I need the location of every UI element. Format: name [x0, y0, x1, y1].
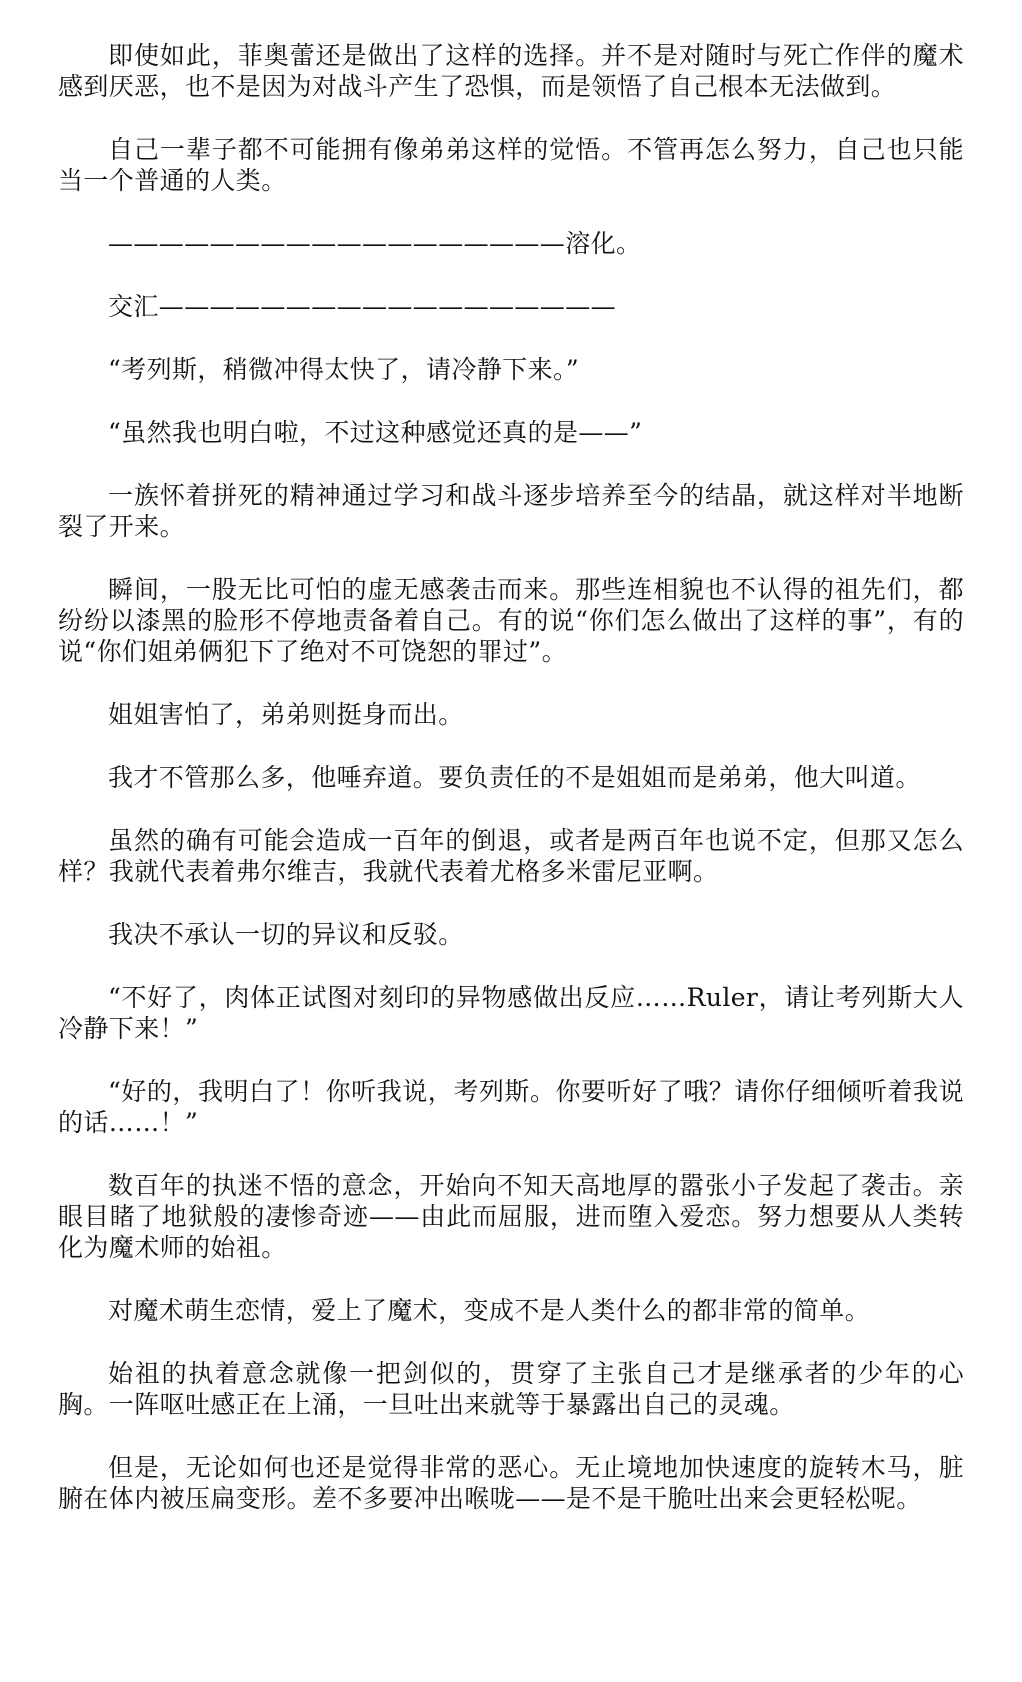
document-page: [58, 40, 964, 1546]
paragraph-5: “考列斯，稍微冲得太快了，请冷静下来。”: [108, 355, 580, 384]
paragraph-18: 但是，无论如何也还是觉得非常的恶心。无止境地加快速度的旋转木马，脏腑在体内被压扁变形。差不多要冲出喉咙——是不是干脆吐出来会更轻松呢。: [58, 1453, 964, 1513]
paragraph-7: 一族怀着拼死的精神通过学习和战斗逐步培养至今的结晶，就这样对半地断裂了开来。: [58, 481, 964, 541]
paragraph-8: 瞬间，一股无比可怕的虚无感袭击而来。那些连相貌也不认得的祖先们，都纷纷以漆黑的脸形不停地责备着自己。有的说“你们怎么做出了这样的事”，有的说“你们姐弟俩犯下了绝对不可饶恕的罪过”。: [58, 575, 964, 666]
paragraph-15: 数百年的执迷不悟的意念，开始向不知天高地厚的嚣张小子发起了袭击。亲眼目睹了地狱般的凄惨奇迹——由此而屈服，进而堕入爱恋。努力想要从人类转化为魔术师的始祖。: [58, 1171, 964, 1262]
paragraph-2: 自己一辈子都不可能拥有像弟弟这样的觉悟。不管再怎么努力，自己也只能当一个普通的人类。: [58, 135, 964, 195]
paragraph-14: “好的，我明白了！你听我说，考列斯。你要听好了哦？请你仔细倾听着我说的话……！”: [58, 1077, 964, 1137]
paragraph-11: 虽然的确有可能会造成一百年的倒退，或者是两百年也说不定，但那又怎么样？我就代表着弗尔维吉，我就代表着尤格多米雷尼亚啊。: [58, 826, 964, 886]
paragraph-1: 即使如此，菲奥蕾还是做出了这样的选择。并不是对随时与死亡作伴的魔术感到厌恶，也不是因为对战斗产生了恐惧，而是领悟了自己根本无法做到。: [58, 41, 964, 101]
paragraph-4: 交汇——————————————————: [108, 292, 617, 321]
paragraph-17: 始祖的执着意念就像一把剑似的，贯穿了主张自己才是继承者的少年的心胸。一阵呕吐感正在上涌，一旦吐出来就等于暴露出自己的灵魂。: [58, 1359, 964, 1419]
paragraph-3: ——————————————————溶化。: [108, 229, 642, 258]
paragraph-10: 我才不管那么多，他唾弃道。要负责任的不是姐姐而是弟弟，他大叫道。: [108, 763, 921, 792]
paragraph-13: “不好了，肉体正试图对刻印的异物感做出反应……Ruler，请让考列斯大人冷静下来！”: [58, 983, 964, 1043]
paragraph-12: 我决不承认一切的异议和反驳。: [108, 920, 464, 949]
paragraph-16: 对魔术萌生恋情，爱上了魔术，变成不是人类什么的都非常的简单。: [108, 1296, 871, 1325]
paragraph-9: 姐姐害怕了，弟弟则挺身而出。: [108, 700, 464, 729]
paragraph-6: “虽然我也明白啦，不过这种感觉还真的是——”: [108, 418, 643, 447]
